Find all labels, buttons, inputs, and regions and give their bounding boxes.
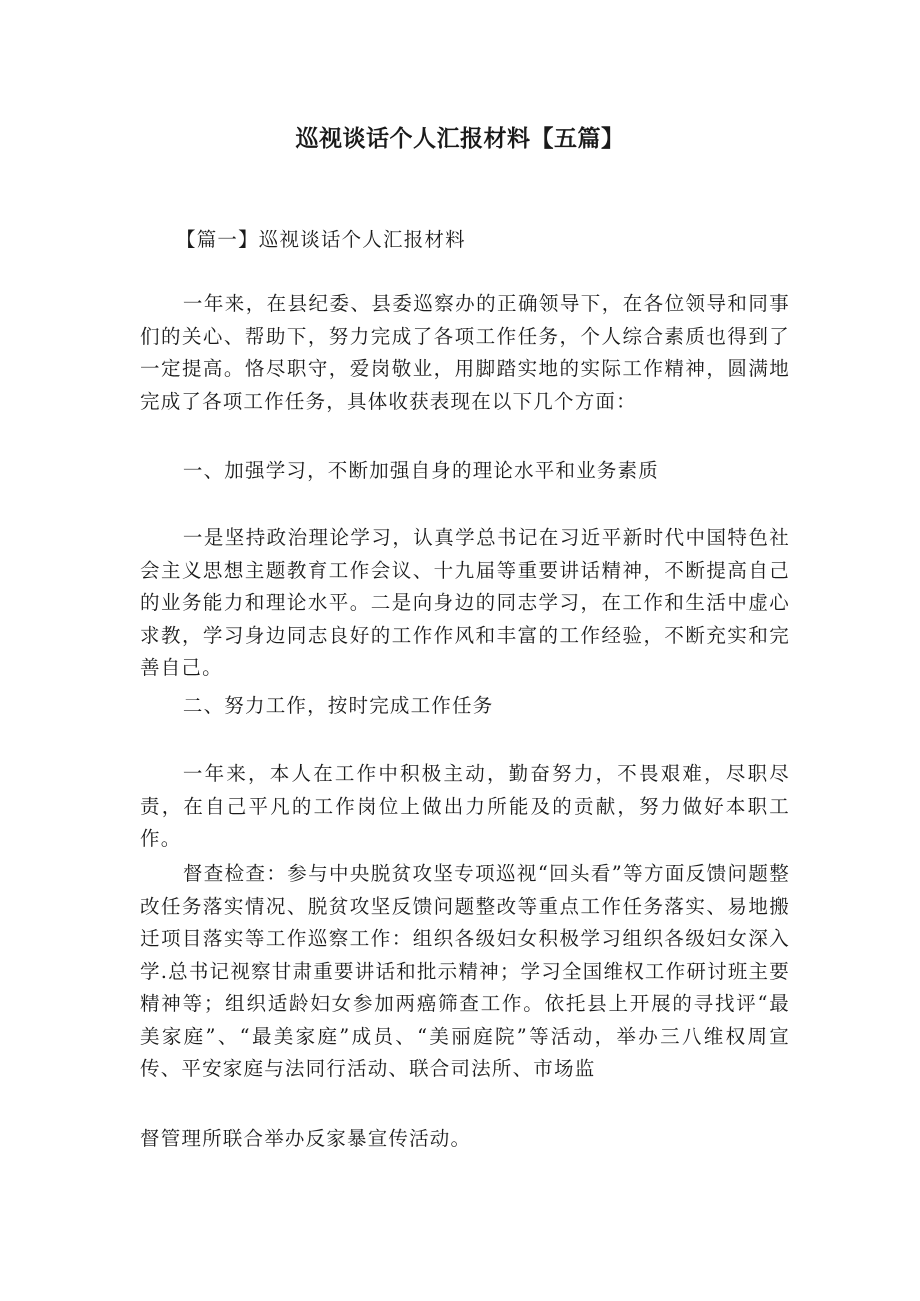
paragraph-2: 一年来，本人在工作中积极主动，勤奋努力，不畏艰难，尽职尽责，在自己平凡的工作岗位上做出力所能及的贡献，努力做好本职工作。 <box>140 762 790 850</box>
heading-2: 二、努力工作，按时完成工作任务 <box>182 694 494 717</box>
intro-paragraph: 一年来，在县纪委、县委巡察办的正确领导下，在各位领导和同事们的关心、帮助下，努力完成了各项工作任务，个人综合素质也得到了一定提高。恪尽职守，爱岗敬业，用脚踏实地的实际工作精神，圆满地完成了各项工作任务，具体收获表现在以下几个方面： <box>140 292 790 413</box>
document-title: 巡视谈话个人汇报材料【五篇】 <box>295 126 625 152</box>
section-title: 【篇一】巡视谈话个人汇报材料 <box>176 228 466 251</box>
paragraph-3: 督查检查：参与中央脱贫攻坚专项巡视“回头看”等方面反馈问题整改任务落实情况、脱贫攻坚反馈问题整改等重点工作任务落实、易地搬迁项目落实等工作巡察工作：组织各级妇女积极学习组织各级妇女深入学.总书记视察甘肃重要讲话和批示精神；学习全国维权工作研讨班主要精神等；组织适龄妇女参加两癌筛查工作。依托县上开展的寻找评“最美家庭”、“最美家庭”成员、“美丽庭院”等活动，举办三八维权周宣传、平安家庭与法同行活动、联合司法所、市场监 <box>140 862 790 1080</box>
paragraph-4: 督管理所联合举办反家暴宣传活动。 <box>140 1127 472 1150</box>
paragraph-1: 一是坚持政治理论学习，认真学总书记在习近平新时代中国特色社会主义思想主题教育工作会议、十九届等重要讲话精神，不断提高自己的业务能力和理论水平。二是向身边的同志学习，在工作和生活中虚心求教，学习身边同志良好的工作作风和丰富的工作经验，不断充实和完善自己。 <box>140 526 790 679</box>
heading-1: 一、加强学习，不断加强自身的理论水平和业务素质 <box>182 459 659 482</box>
